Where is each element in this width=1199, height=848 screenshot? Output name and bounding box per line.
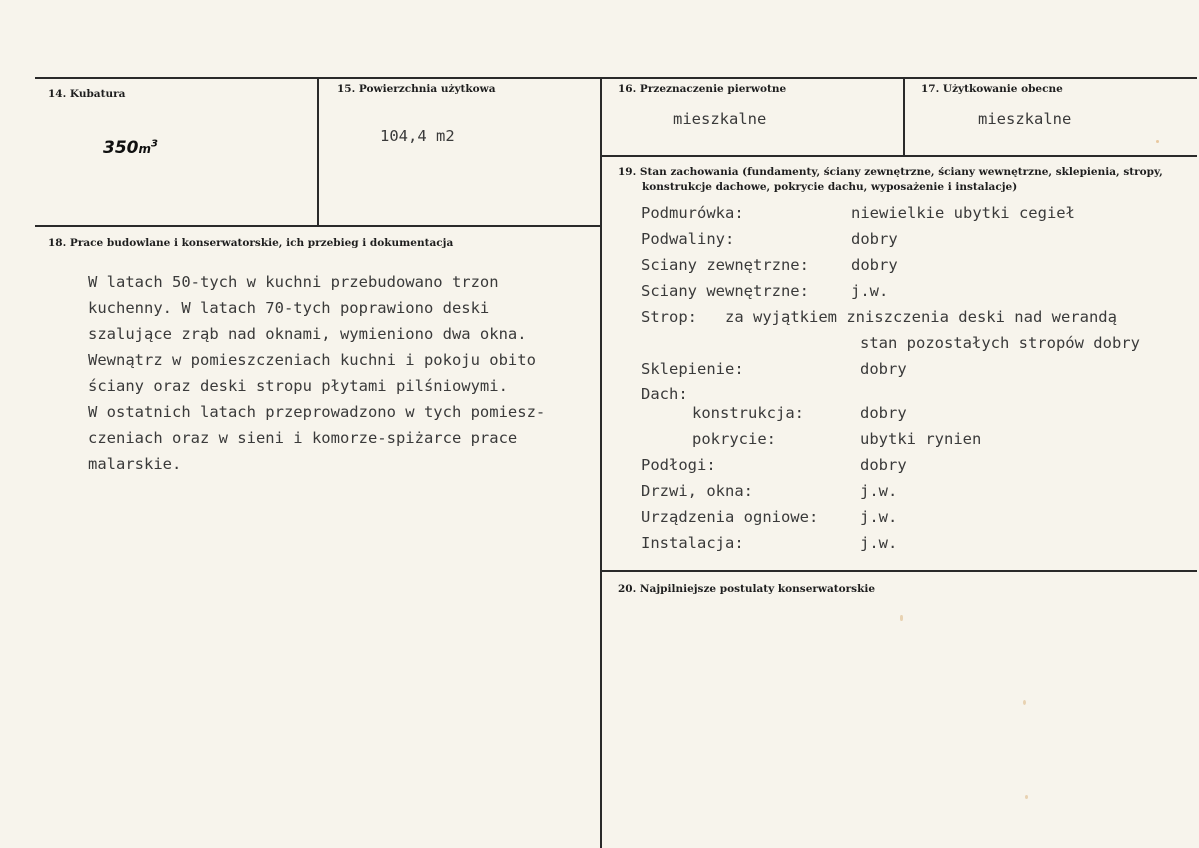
field-17-value: mieszkalne <box>978 110 1072 128</box>
text-line: malarskie. <box>88 455 182 473</box>
text-line: kuchenny. W latach 70-tych poprawiono deski <box>88 299 490 317</box>
cond-sciany-wew-value: j.w. <box>851 282 889 300</box>
rule-16-17-bottom <box>600 155 1197 157</box>
cond-sklepienie-value: dobry <box>860 360 907 378</box>
text-line: W ostatnich latach przeprowadzono w tych pomiesz- <box>88 403 546 421</box>
text-line: W latach 50-tych w kuchni przebudowano trzon <box>88 273 499 291</box>
cond-drzwi-value: j.w. <box>860 482 898 500</box>
cond-podmurowka-key: Podmurówka: <box>641 204 744 222</box>
cond-podwaliny-value: dobry <box>851 230 898 248</box>
paper-speck <box>900 615 903 621</box>
cond-strop-value-cont: stan pozostałych stropów dobry <box>860 334 1140 352</box>
cond-instalacja-key: Instalacja: <box>641 534 744 552</box>
field-20-label: 20. Najpilniejsze postulaty konserwatorskie <box>618 583 876 595</box>
rule-19-bottom <box>600 570 1197 572</box>
cond-pokrycie-value: ubytki rynien <box>860 430 982 448</box>
volume-unit-exponent: 3 <box>151 138 158 150</box>
cond-urzadzenia-value: j.w. <box>860 508 898 526</box>
cond-strop-key: Strop: <box>641 308 697 326</box>
cond-sklepienie-key: Sklepienie: <box>641 360 744 378</box>
cond-dach-key: Dach: <box>641 385 688 403</box>
paper-speck <box>1156 140 1159 143</box>
cond-drzwi-key: Drzwi, okna: <box>641 482 753 500</box>
divider-15-16 <box>600 77 602 848</box>
paper-speck <box>1025 795 1028 799</box>
cond-sciany-zew-key: Sciany zewnętrzne: <box>641 256 809 274</box>
field-18-text <box>88 269 598 477</box>
field-14-label: 14. Kubatura <box>48 88 126 100</box>
text-line: ściany oraz deski stropu płytami pilśniowymi. <box>88 377 508 395</box>
divider-16-17 <box>903 77 905 157</box>
divider-14-15 <box>317 77 319 225</box>
field-19-label-cont: konstrukcje dachowe, pokrycie dachu, wyposażenie i instalacje) <box>642 181 1018 193</box>
volume-unit: m <box>138 142 152 156</box>
cond-instalacja-value: j.w. <box>860 534 898 552</box>
text-line: Wewnątrz w pomieszczeniach kuchni i pokoju obito <box>88 351 536 369</box>
cond-podwaliny-key: Podwaliny: <box>641 230 735 248</box>
cond-pokrycie-key: pokrycie: <box>692 430 776 448</box>
paper-speck <box>1023 700 1026 705</box>
field-17-label: 17. Użytkowanie obecne <box>921 83 1063 95</box>
cond-podmurowka-value: niewielkie ubytki cegieł <box>851 204 1075 222</box>
field-18-label: 18. Prace budowlane i konserwatorskie, ich przebieg i dokumentacja <box>48 237 454 249</box>
field-16-label: 16. Przeznaczenie pierwotne <box>618 83 787 95</box>
top-rule <box>35 77 1197 79</box>
text-line: czeniach oraz w sieni i komorze-spiżarce prace <box>88 429 518 447</box>
rule-14-15-bottom <box>35 225 602 227</box>
field-14-value <box>103 138 158 158</box>
cond-strop-value: za wyjątkiem zniszczenia deski nad werandą <box>725 308 1117 326</box>
field-19-label: 19. Stan zachowania (fundamenty, ściany zewnętrzne, ściany wewnętrzne, sklepienia, stropy, <box>618 166 1163 178</box>
field-15-label: 15. Powierzchnia użytkowa <box>337 83 496 95</box>
field-16-value: mieszkalne <box>673 110 767 128</box>
cond-konstrukcja-value: dobry <box>860 404 907 422</box>
cond-podlogi-value: dobry <box>860 456 907 474</box>
cond-podlogi-key: Podłogi: <box>641 456 716 474</box>
field-15-value: 104,4 m2 <box>380 127 455 145</box>
cond-konstrukcja-key: konstrukcja: <box>692 404 804 422</box>
text-line: szalujące zrąb nad oknami, wymieniono dwa okna. <box>88 325 527 343</box>
volume-number: 350 <box>103 138 139 158</box>
cond-sciany-zew-value: dobry <box>851 256 898 274</box>
cond-sciany-wew-key: Sciany wewnętrzne: <box>641 282 809 300</box>
cond-urzadzenia-key: Urządzenia ogniowe: <box>641 508 819 526</box>
